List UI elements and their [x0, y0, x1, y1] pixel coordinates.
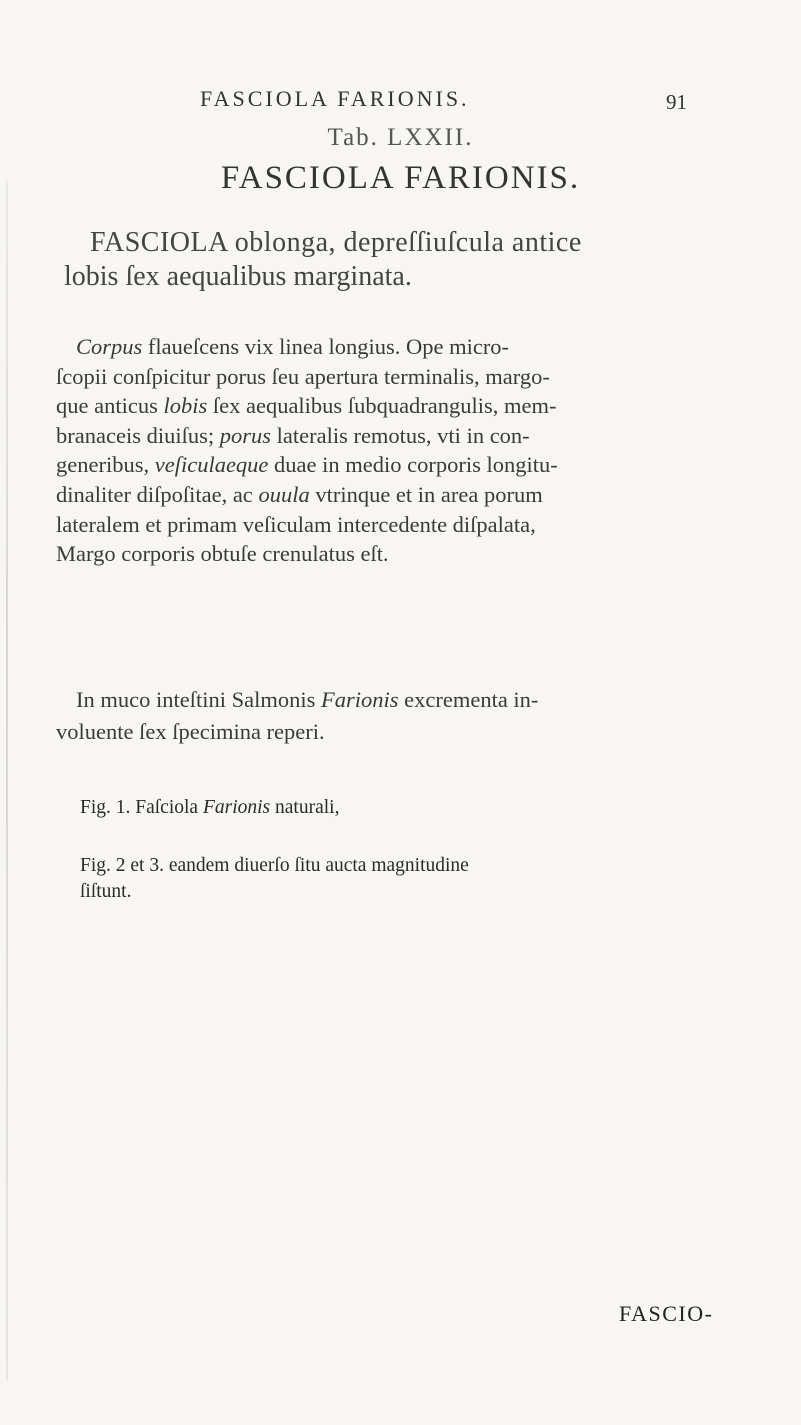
- description-line: generibus, veſiculaeque duae in medio corporis longitu-: [56, 452, 558, 478]
- scan-edge: [6, 180, 8, 1380]
- diagnosis-line: FASCIOLA oblonga, depreſſiuſcula antice: [90, 227, 582, 258]
- figure-captions: [80, 797, 730, 903]
- habitat-line: voluente ſex ſpecimina reperi.: [56, 719, 325, 744]
- description-paragraph: [56, 332, 746, 569]
- diagnosis-line: lobis ſex aequalibus marginata.: [64, 261, 412, 292]
- description-line: branaceis diuiſus; porus lateralis remotus, vti in con-: [56, 422, 530, 448]
- habitat-line: In muco inteſtini Salmonis Farionis excrementa in-: [76, 687, 539, 712]
- running-head: FASCIOLA FARIONIS.: [200, 86, 470, 111]
- catchword: FASCIO-: [619, 1301, 714, 1326]
- page-number: 91: [666, 90, 687, 114]
- plate-label: Tab. LXXII.: [327, 124, 474, 151]
- figure-1-caption: Fig. 1. Faſciola Farionis naturali,: [80, 797, 340, 818]
- description-line: ſcopii conſpicitur porus ſeu apertura terminalis, margo-: [56, 363, 550, 389]
- description-line: dinaliter diſpoſitae, ac ouula vtrinque et in area porum: [56, 481, 543, 507]
- figure-2-3-caption-continued: ſiſtunt.: [80, 881, 132, 902]
- figure-2-3-caption: Fig. 2 et 3. eandem diuerſo ſitu aucta magnitudine: [80, 855, 469, 876]
- description-line: lateralem et primam veſiculam intercedente diſpalata,: [56, 511, 536, 537]
- description-line: Margo corporis obtuſe crenulatus eſt.: [56, 541, 389, 567]
- description-line: Corpus flaueſcens vix linea longius. Ope micro-: [76, 334, 510, 359]
- diagnosis-paragraph: [64, 226, 744, 294]
- description-line: que anticus lobis ſex aequalibus ſubquadrangulis, mem-: [56, 393, 557, 419]
- habitat-paragraph: [56, 684, 746, 748]
- species-title: FASCIOLA FARIONIS.: [220, 160, 581, 196]
